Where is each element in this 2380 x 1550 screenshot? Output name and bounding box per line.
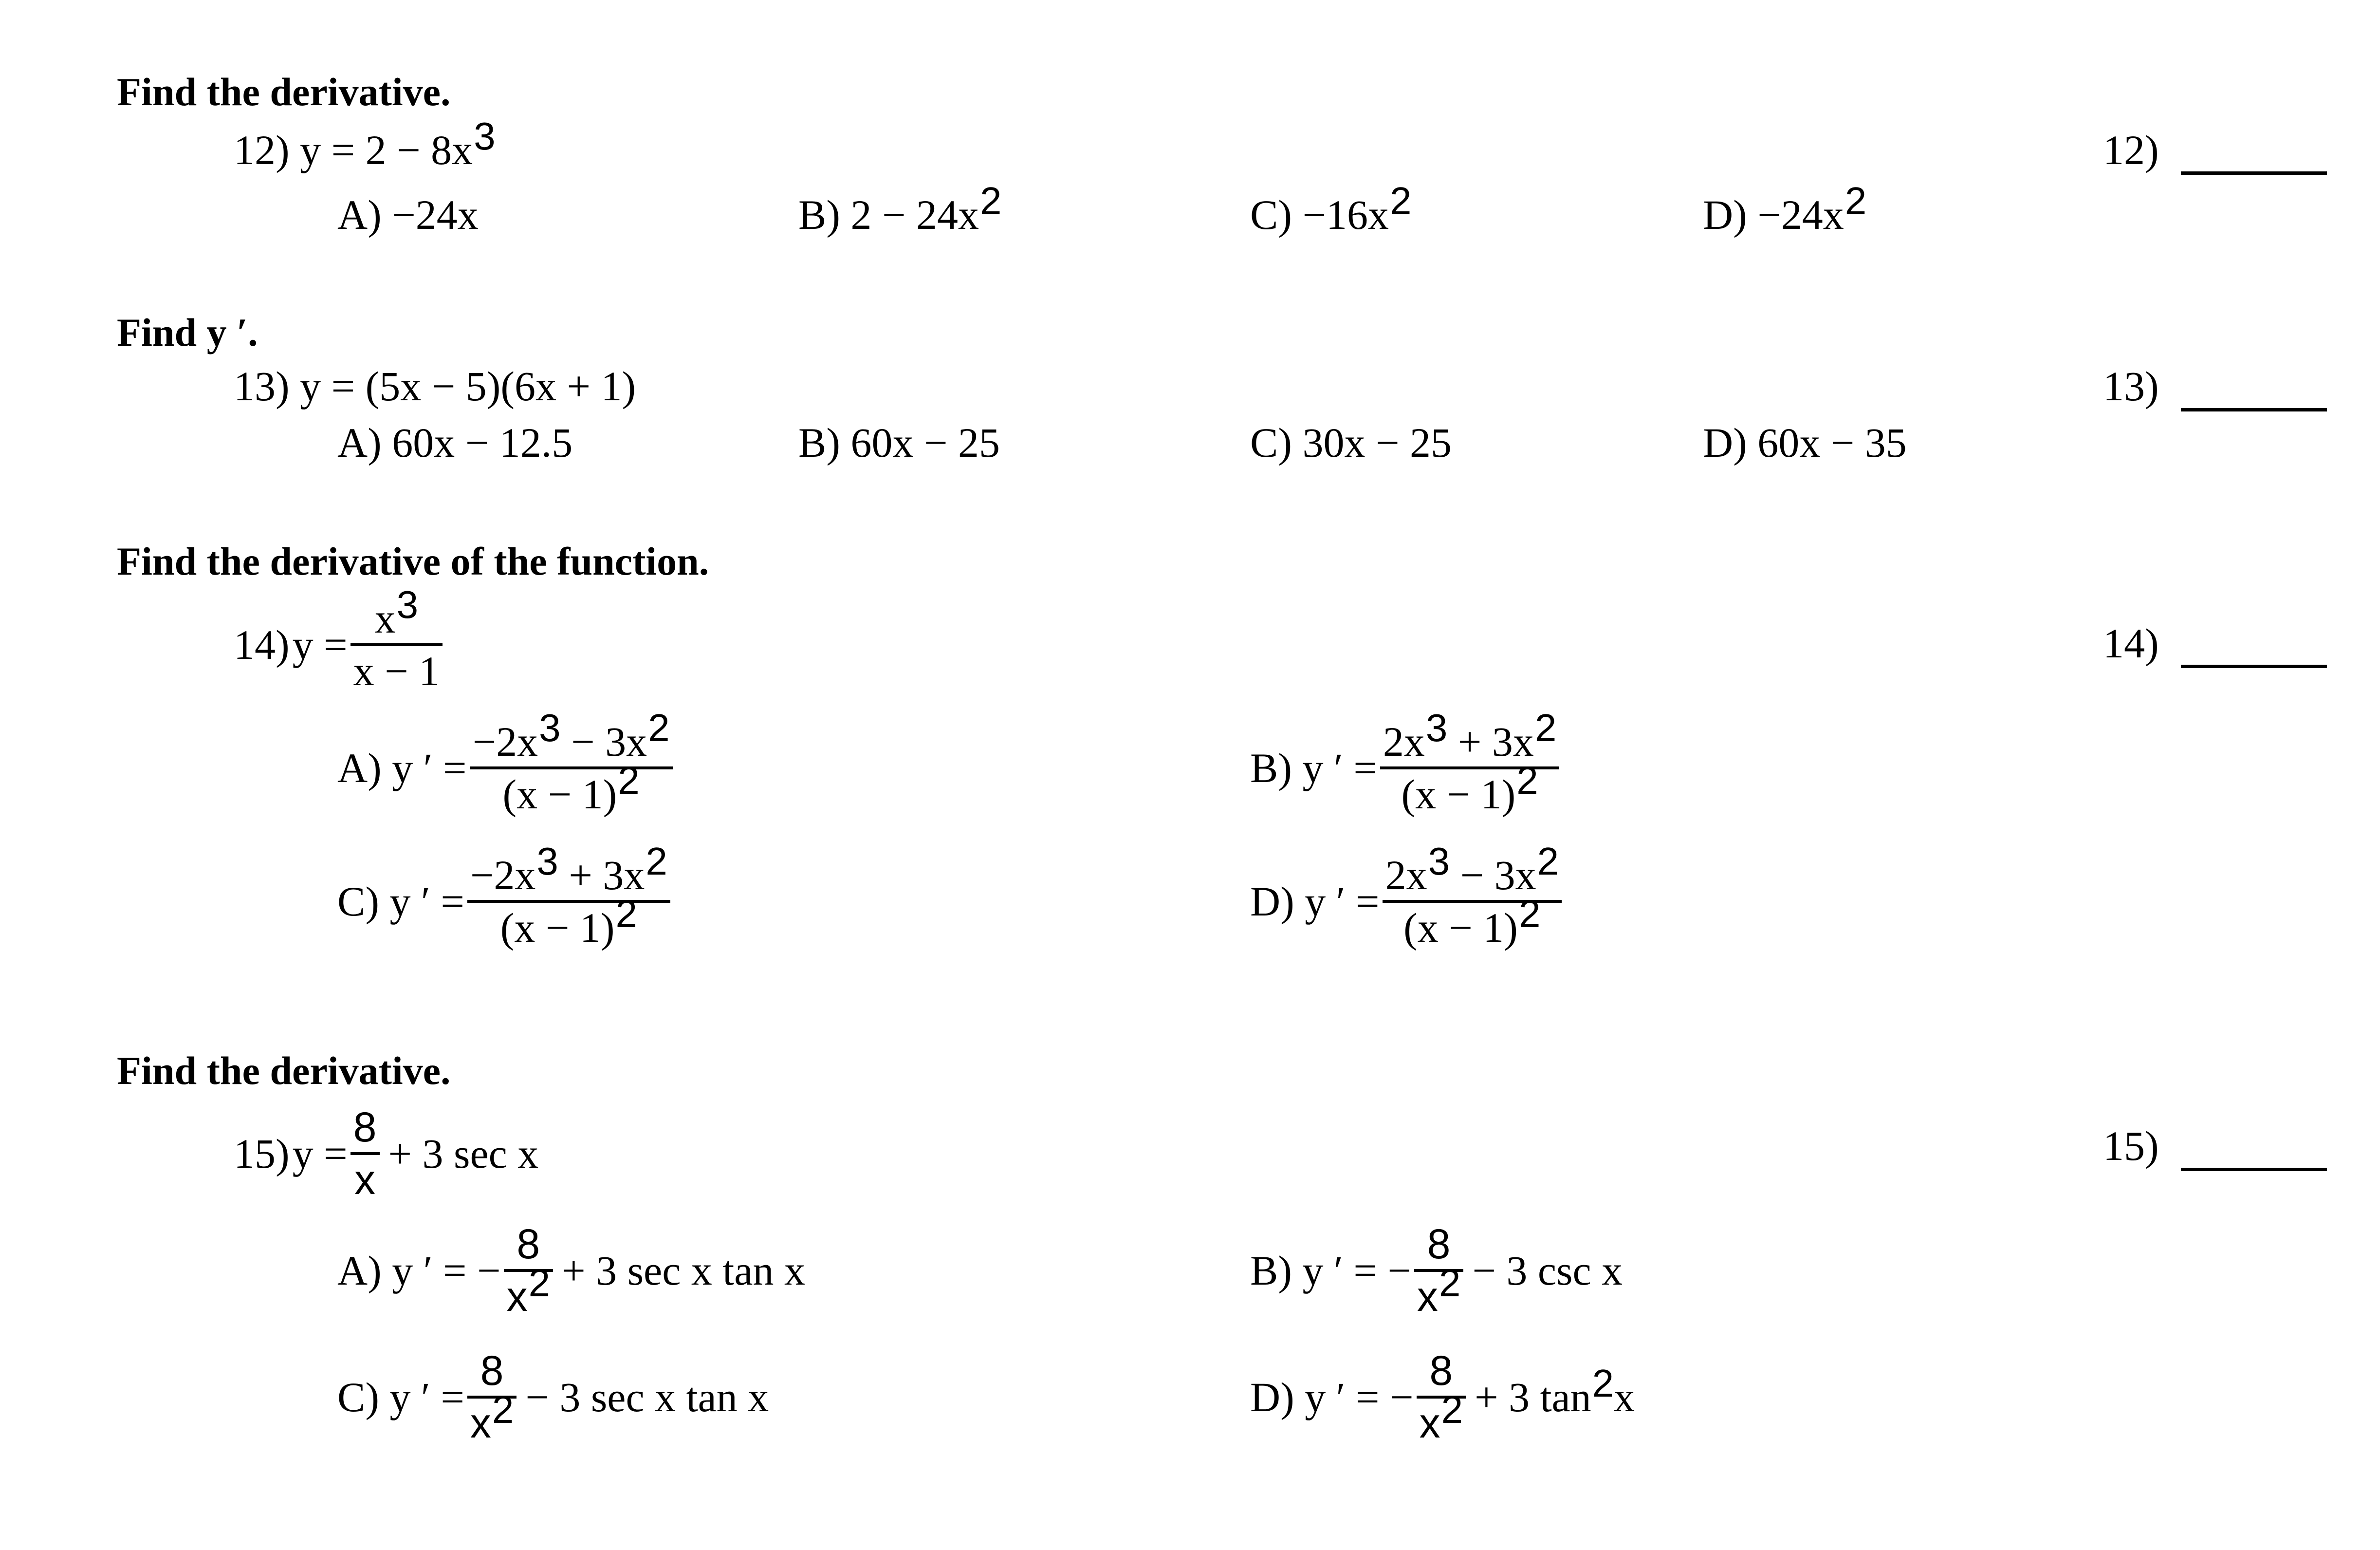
term: (x − 1): [1401, 771, 1516, 818]
term: − 3x: [1450, 852, 1536, 898]
denominator: [1398, 759, 1541, 818]
numerator: 8: [517, 1221, 540, 1268]
exponent: 2: [1516, 759, 1538, 803]
answer-label-15: 15): [2103, 1122, 2159, 1169]
fraction-bar: [351, 1152, 380, 1155]
section-header: Find the derivative.: [117, 70, 451, 114]
term: −2x: [472, 718, 538, 765]
question-14-stem: [234, 583, 443, 695]
exponent: 2: [646, 840, 667, 883]
term: + 3 tan: [1475, 1374, 1591, 1421]
numerator: 8: [1427, 1221, 1451, 1268]
choice-fraction: [1414, 1222, 1464, 1319]
answer-label-13: 13): [2103, 363, 2159, 410]
term: x: [1419, 1400, 1440, 1447]
numerator: [1383, 840, 1562, 898]
term: x: [1417, 1273, 1438, 1321]
term: x: [1614, 1374, 1635, 1421]
exponent: 2: [1441, 1388, 1463, 1432]
term: + 3x: [558, 852, 645, 898]
choice-label: C) y ′ =: [337, 1374, 464, 1421]
numerator: 8: [353, 1104, 377, 1151]
numerator: [1380, 706, 1560, 765]
answer-blank-15[interactable]: [2181, 1168, 2327, 1171]
fraction-bar: [467, 900, 670, 903]
choice-b[interactable]: [1250, 1222, 1623, 1319]
term: 2x: [1383, 718, 1425, 765]
choice-d[interactable]: [1250, 840, 1562, 952]
choice-fraction: [470, 706, 673, 818]
section-header: Find the derivative of the function.: [117, 539, 709, 583]
denominator: [1401, 892, 1543, 952]
numerator: [372, 583, 422, 642]
choice-fraction: [504, 1222, 553, 1319]
term: + 3x: [1447, 718, 1534, 765]
choice-label: A) y ′ = −: [337, 1247, 501, 1294]
lhs: y =: [292, 621, 348, 669]
choice-a[interactable]: [337, 191, 479, 238]
exponent: 2: [1845, 179, 1867, 223]
exponent: 2: [1592, 1362, 1614, 1405]
term: (x − 1): [500, 904, 615, 952]
exponent: 3: [396, 583, 419, 626]
choice-a[interactable]: [337, 1222, 805, 1319]
numerator: 8: [1429, 1347, 1453, 1394]
numerator: 8: [480, 1347, 504, 1394]
choice-tail: − 3 sec x tan x: [525, 1374, 769, 1421]
choice-label: C) y ′ =: [337, 878, 464, 925]
question-number: 14): [234, 621, 290, 669]
choice-label: B) y ′ =: [1250, 745, 1377, 792]
exponent: 2: [1390, 179, 1412, 223]
choice-label: B) y ′ = −: [1250, 1247, 1411, 1294]
answer-label-14: 14): [2103, 620, 2159, 667]
exponent: 3: [1428, 840, 1450, 883]
exponent: 2: [980, 179, 1002, 223]
choice-label: A) y ′ =: [337, 745, 467, 792]
choice-c[interactable]: C) 30x − 25: [1250, 419, 1452, 466]
question-number: 15): [234, 1130, 290, 1177]
stem-fraction: [351, 1105, 380, 1202]
term: x: [470, 1400, 491, 1447]
choice-a[interactable]: [337, 706, 673, 818]
fraction-bar: [351, 643, 443, 646]
choice-text: B) 2 − 24x: [798, 191, 979, 238]
denominator: [504, 1261, 553, 1321]
fraction-bar: [470, 766, 673, 769]
exponent: 2: [615, 892, 637, 936]
choice-b[interactable]: [1250, 706, 1559, 818]
denominator: [1414, 1261, 1464, 1321]
term: 2x: [1385, 852, 1427, 898]
exponent: 2: [1537, 840, 1559, 883]
choice-text: A) −24x: [337, 191, 479, 238]
numerator: [470, 706, 673, 765]
exponent: 3: [539, 706, 561, 749]
choice-fraction: [1380, 706, 1560, 818]
question-15-stem: [234, 1105, 538, 1202]
exponent: 3: [1425, 706, 1448, 749]
exponent: 2: [528, 1261, 551, 1305]
choice-fraction: [1417, 1349, 1466, 1446]
choice-c[interactable]: [337, 1349, 769, 1446]
section-header: Find the derivative.: [117, 1048, 451, 1093]
exponent: 2: [1534, 706, 1557, 749]
term: (x − 1): [502, 771, 617, 818]
answer-blank-13[interactable]: [2181, 408, 2327, 411]
choice-text: D) −24x: [1703, 191, 1844, 238]
stem-text: y = 2 − 8x: [300, 127, 473, 173]
answer-blank-12[interactable]: [2181, 171, 2327, 175]
question-12-stem: [234, 114, 496, 173]
choice-fraction: [467, 840, 670, 952]
stem-text: y = (5x − 5)(6x + 1): [300, 363, 636, 410]
choice-a[interactable]: A) 60x − 12.5: [337, 419, 573, 466]
question-number: 12): [234, 127, 290, 173]
choice-d[interactable]: D) 60x − 35: [1703, 419, 1907, 466]
exponent: 2: [1439, 1261, 1461, 1305]
answer-blank-14[interactable]: [2181, 665, 2327, 668]
choice-fraction: [1383, 840, 1562, 952]
exponent: 2: [648, 706, 670, 749]
choice-tail: + 3 sec x tan x: [562, 1247, 805, 1294]
denominator: x − 1: [353, 648, 440, 695]
choice-tail: − 3 csc x: [1472, 1247, 1623, 1294]
term: (x − 1): [1403, 904, 1518, 952]
choice-d[interactable]: [1250, 1349, 1635, 1446]
choice-b[interactable]: B) 60x − 25: [798, 419, 1000, 466]
choice-c[interactable]: [1250, 179, 1412, 238]
exponent: 2: [618, 759, 640, 803]
exponent: 3: [474, 114, 496, 158]
choice-tail: [1475, 1362, 1635, 1421]
choice-fraction: [467, 1349, 517, 1446]
stem-fraction: [351, 583, 443, 695]
denominator: [1417, 1388, 1466, 1447]
numerator: [467, 840, 670, 898]
choice-c[interactable]: [337, 840, 670, 952]
stem-tail: + 3 sec x: [388, 1130, 539, 1177]
exponent: 2: [1518, 892, 1541, 936]
choice-label: D) y ′ =: [1250, 878, 1380, 925]
question-13-stem: [234, 363, 636, 410]
choice-label: D) y ′ = −: [1250, 1374, 1414, 1421]
lhs: y =: [292, 1130, 348, 1177]
term: −2x: [470, 852, 536, 898]
denominator: [498, 892, 640, 952]
choice-b[interactable]: [798, 179, 1002, 238]
section-header: Find y ′.: [117, 310, 258, 355]
choice-d[interactable]: [1703, 179, 1867, 238]
denominator: [499, 759, 642, 818]
exponent: 3: [536, 840, 558, 883]
denominator: [467, 1388, 517, 1447]
answer-label-12: 12): [2103, 127, 2159, 173]
term: − 3x: [560, 718, 647, 765]
term: x: [506, 1273, 528, 1321]
exponent: 2: [492, 1388, 514, 1432]
denominator: x: [354, 1157, 376, 1204]
question-number: 13): [234, 363, 290, 410]
choice-text: C) −16x: [1250, 191, 1389, 238]
num-text: x: [374, 595, 396, 642]
